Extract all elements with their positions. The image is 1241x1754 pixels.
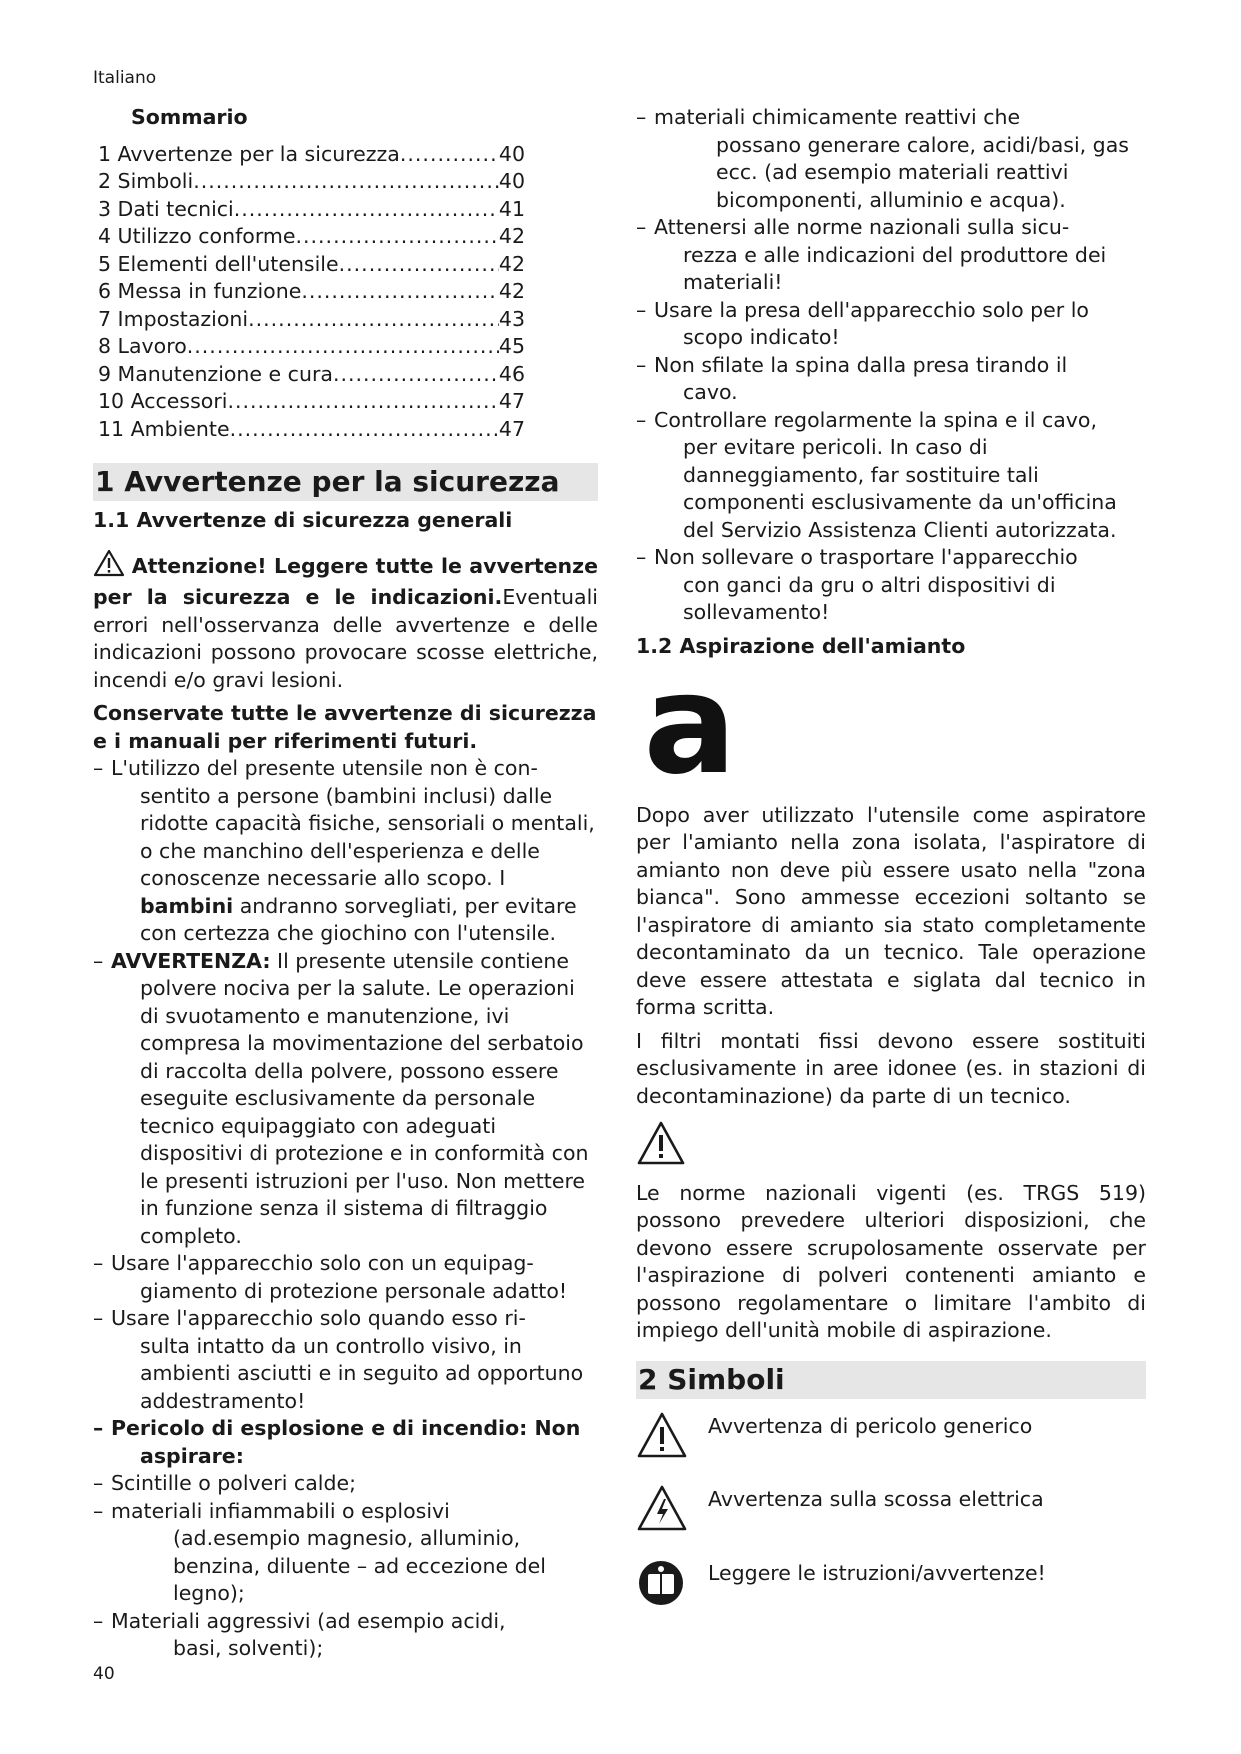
list-item: – Materiali aggressivi (ad esempio acidi, basi, solventi); bbox=[93, 1608, 598, 1663]
subsection-1-2-heading: 1.2 Aspirazione dell'amianto bbox=[636, 633, 966, 658]
toc-item[interactable]: 5 Elementi dell'utensile ..... 42 bbox=[98, 251, 525, 279]
toc-item[interactable]: 8 Lavoro ..... 45 bbox=[98, 333, 525, 361]
list-item: – Usare l'apparecchio solo con un equipag- giamento di protezione personale adatto! bbox=[93, 1250, 598, 1305]
symbol-row bbox=[636, 1411, 1146, 1467]
symbol-label: Leggere le istruzioni/avvertenze! bbox=[708, 1560, 1046, 1585]
attention-bold: Attenzione! Leggere tutte le avvertenze per la sicurezza e le indicazioni. bbox=[93, 553, 598, 609]
toc-item[interactable]: 9 Manutenzione e cura ..... 46 bbox=[98, 361, 525, 389]
right-column bbox=[636, 104, 1146, 1633]
list-item: – Usare l'apparecchio solo quando esso ri- sulta intatto da un controllo visivo, in ambienti asciutti e in seguito ad opportuno addestramento! bbox=[93, 1305, 598, 1415]
attention-text: Eventuali errori nell'osservanza delle avvertenze e delle indicazioni possono provocare scosse elettriche, incendi e/o gravi lesioni. bbox=[93, 585, 598, 692]
toc-item[interactable]: 7 Impostazioni ..... 43 bbox=[98, 306, 525, 334]
header-language: Italiano bbox=[93, 68, 157, 88]
asbestos-icon bbox=[636, 668, 1146, 788]
symbol-row bbox=[636, 1558, 1146, 1616]
toc-item[interactable]: 1 Avvertenze per la sicurezza ..... 40 bbox=[98, 141, 525, 169]
list-item: – Controllare regolarmente la spina e il cavo, per evitare pericoli. In caso di danneggiamento, far sostituire tali componenti esclusivamente da un'officina del Servizio Assistenza Clienti autorizzata. bbox=[636, 407, 1146, 545]
list-item: – Scintille o polveri calde; bbox=[93, 1470, 598, 1498]
asbestos-paragraph-3: Le norme nazionali vigenti (es. TRGS 519) possono prevedere ulteriori disposizioni, che devono essere scrupolosamente osservate per l'aspirazione di polveri contenenti amianto e possono regolamentare o limitare l'ambito di impiego dell'unità mobile di aspirazione. bbox=[636, 1180, 1146, 1342]
asbestos-letter: a bbox=[643, 668, 737, 780]
toc-item[interactable]: 11 Ambiente ..... 47 bbox=[98, 416, 525, 444]
list-item: – Non sfilate la spina dalla presa tirando il cavo. bbox=[636, 352, 1146, 407]
electric-shock-icon bbox=[636, 1484, 696, 1540]
toc-title: Sommario bbox=[131, 105, 248, 129]
list-item: – AVVERTENZA: Il presente utensile contiene polvere nociva per la salute. Le operazioni di svuotamento e manutenzione, ivi compresa la movimentazione del serbatoio di raccolta della polvere, possono essere eseguite esclusivamente da personale tecnico equipaggiato con adeguati dispositivi di protezione e in conformità con le presenti istruzioni per l'uso. Non mettere in funzione senza il sistema di filtraggio completo. bbox=[93, 948, 598, 1251]
list-item: – materiali chimicamente reattivi che possano generare calore, acidi/basi, gas ecc. (ad esempio materiali reattivi bicomponenti, alluminio e acqua). bbox=[636, 104, 1146, 214]
list-item: – Attenersi alle norme nazionali sulla sicu- rezza e alle indicazioni del produttore dei materiali! bbox=[636, 214, 1146, 297]
symbol-row bbox=[636, 1484, 1146, 1540]
list-item: – Non sollevare o trasportare l'apparecchio con ganci da gru o altri dispositivi di sollevamento! bbox=[636, 544, 1146, 627]
list-item: – Pericolo di esplosione e di incendio: Non aspirare: bbox=[93, 1415, 598, 1470]
toc-item[interactable]: 10 Accessori ..... 47 bbox=[98, 388, 525, 416]
attention-paragraph bbox=[93, 549, 598, 695]
toc-item[interactable]: 4 Utilizzo conforme ..... 42 bbox=[98, 223, 525, 251]
toc-item[interactable]: 2 Simboli ..... 40 bbox=[98, 168, 525, 196]
symbol-label: Avvertenza sulla scossa elettrica bbox=[708, 1487, 1044, 1511]
keep-manuals-note: Conservate tutte le avvertenze di sicurezza e i manuali per riferimenti futuri. bbox=[93, 701, 597, 753]
section-1-heading: 1 Avvertenze per la sicurezza bbox=[93, 463, 598, 501]
list-item: – materiali infiammabili o esplosivi (ad.esempio magnesio, alluminio, benzina, diluente – ad eccezione del legno); bbox=[93, 1498, 598, 1608]
toc-item[interactable]: 3 Dati tecnici ..... 41 bbox=[98, 196, 525, 224]
warning-triangle-icon bbox=[636, 1411, 696, 1467]
page-number: 40 bbox=[93, 1664, 115, 1684]
read-manual-icon bbox=[636, 1558, 696, 1616]
toc-item[interactable]: 6 Messa in funzione ..... 42 bbox=[98, 278, 525, 306]
toc-list bbox=[93, 141, 598, 444]
symbol-label: Avvertenza di pericolo generico bbox=[708, 1413, 1033, 1438]
left-column bbox=[93, 104, 598, 1663]
list-item: – Usare la presa dell'apparecchio solo per lo scopo indicato! bbox=[636, 297, 1146, 352]
asbestos-paragraph-2: I filtri montati fissi devono essere sostituiti esclusivamente in aree idonee (es. in stazioni di decontaminazione) da parte di un tecnico. bbox=[636, 1028, 1146, 1108]
subsection-1-1-heading: 1.1 Avvertenze di sicurezza generali bbox=[93, 508, 513, 532]
list-item: – L'utilizzo del presente utensile non è con- sentito a persone (bambini inclusi) dalle ridotte capacità fisiche, sensoriali o mentali, o che manchino dell'esperienza e delle conoscenze necessarie allo scopo. I bambini andranno sorvegliati, per evitare con certezza che giochino con l'utensile. bbox=[93, 755, 598, 948]
asbestos-paragraph-1: Dopo aver utilizzato l'utensile come aspiratore per l'amianto nella zona isolata, l'aspiratore di amianto non deve più essere usato nella "zona bianca". Sono ammesse eccezioni soltanto se l'aspiratore di amianto sia stato completamente decontaminato da un tecnico. Tale operazione deve essere attestata e siglata dal tecnico in forma scritta. bbox=[636, 802, 1146, 1019]
warning-triangle-icon bbox=[93, 549, 125, 585]
warning-triangle-icon bbox=[636, 1120, 1146, 1174]
section-2-heading: 2 Simboli bbox=[636, 1361, 1146, 1399]
